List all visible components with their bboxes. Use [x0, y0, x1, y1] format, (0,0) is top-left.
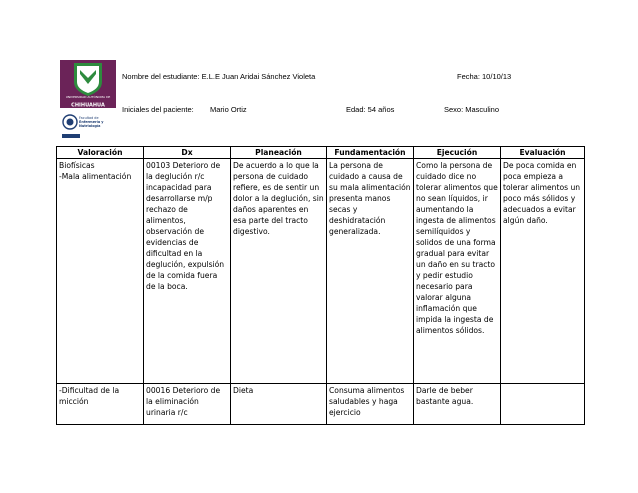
table-cell	[414, 384, 501, 425]
patient-name: Mario Ortiz	[210, 105, 247, 114]
logo-faculty-line2: Enfermería y	[79, 120, 104, 124]
table-header-row	[57, 147, 585, 159]
cell-text: Dieta	[233, 386, 254, 395]
university-logo	[58, 58, 118, 144]
care-plan-table	[56, 146, 585, 425]
column-header-ejecucion: Ejecución	[414, 147, 501, 159]
cell-text: 00103 Deterioro de la deglución r/c incapacidad para desarrollarse m/p rechazo de alimentos, observación de evidencias de dificultad en la deglución, expulsión de la comida fuera de la boca.	[146, 161, 225, 291]
table-cell	[57, 159, 144, 384]
document-date: Fecha: 10/10/13	[457, 72, 512, 81]
university-logo-graphic	[58, 58, 118, 144]
table-cell	[231, 159, 327, 384]
logo-faculty-line3: Nutriología	[79, 124, 101, 128]
table-cell	[501, 384, 585, 425]
logo-university-text: UNIVERSIDAD AUTÓNOMA DE	[65, 95, 111, 99]
cell-text: De poca comida en poca empieza a tolerar alimentos un poco más sólidos y adecuados a evitar algún daño.	[503, 161, 581, 225]
column-header-planeacion: Planeación	[231, 147, 327, 159]
cell-text: La persona de cuidado a causa de su mala alimentación presenta manos secas y deshidratación generalizada.	[329, 161, 411, 236]
table-cell	[501, 159, 585, 384]
cell-text: Darle de beber bastante agua.	[416, 386, 474, 406]
patient-age: Edad: 54 años	[346, 105, 395, 114]
table-cell	[231, 384, 327, 425]
cell-text: -Dificultad de la micción	[59, 386, 120, 406]
cell-text: 00016 Deterioro de la eliminación urinaria r/c	[146, 386, 221, 417]
logo-state-text: CHIHUAHUA	[71, 102, 105, 109]
table-cell	[144, 159, 231, 384]
column-header-valoracion: Valoración	[57, 147, 144, 159]
logo-faculty-line1: Facultad de	[79, 116, 99, 120]
cell-text: De acuerdo a lo que la persona de cuidado refiere, es de sentir un dolor a la deglución, sin daños aparentes en esa parte del tracto digestivo.	[233, 161, 324, 236]
table-row	[57, 384, 585, 425]
column-header-evaluacion: Evaluación	[501, 147, 585, 159]
cell-text: Biofísicas -Mala alimentación	[59, 161, 132, 181]
patient-sex: Sexo: Masculino	[444, 105, 500, 114]
table-cell	[414, 159, 501, 384]
table-cell	[327, 384, 414, 425]
patient-initials-label: Iniciales del paciente:	[122, 105, 194, 114]
table-cell	[144, 384, 231, 425]
column-header-dx: Dx	[144, 147, 231, 159]
column-header-fundamentacion: Fundamentación	[327, 147, 414, 159]
cell-text: Como la persona de cuidado dice no tolerar alimentos que no sean líquidos, ir aumentando la ingesta de alimentos semilíquidos y solidos de una forma gradual para evitar un daño en su tracto y pedir estudio necesario para valorar alguna inflamación que impida la ingesta de alimentos sólidos.	[416, 161, 498, 335]
document-header	[58, 58, 588, 144]
table-cell	[327, 159, 414, 384]
cell-text: Consuma alimentos saludables y haga ejercicio	[329, 386, 405, 417]
table-row	[57, 159, 585, 384]
student-name: Nombre del estudiante: E.L.E Juan Aridai Sánchez Violeta	[122, 72, 316, 81]
table-cell	[57, 384, 144, 425]
